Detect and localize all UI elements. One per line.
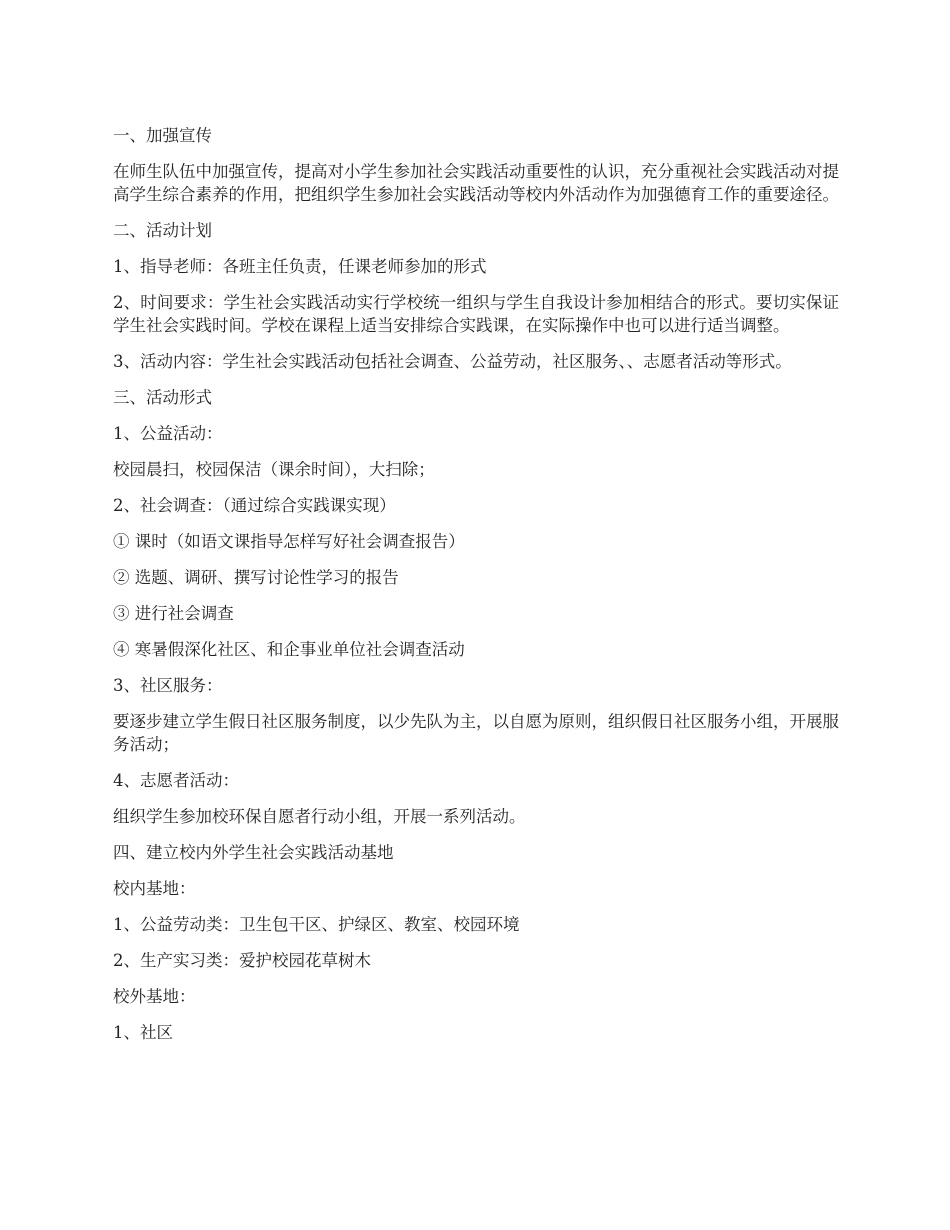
off-campus-item-1: 1、社区	[113, 1023, 173, 1042]
on-campus-item-2: 2、生产实习类：爱护校园花草树木	[113, 951, 371, 970]
paragraph-community-service: 要逐步建立学生假日社区服务制度，以少先队为主，以自愿为原则，组织假日社区服务小组，开展服务活动；	[113, 712, 839, 754]
section-heading-plan: 二、活动计划	[113, 221, 212, 240]
form-item-community-service: 3、社区服务：	[113, 676, 223, 695]
form-item-volunteer: 4、志愿者活动：	[113, 771, 239, 790]
paragraph-public-welfare: 校园晨扫，校园保洁（课余时间），大扫除；	[113, 460, 435, 479]
section-heading-forms: 三、活动形式	[113, 388, 212, 407]
plan-item-content: 3、活动内容：学生社会实践活动包括社会调查、公益劳动，社区服务、、志愿者活动等形式。	[113, 352, 792, 371]
subheading-on-campus: 校内基地：	[113, 879, 196, 898]
document-body	[113, 124, 839, 1057]
section-heading-publicity: 一、加强宣传	[113, 126, 212, 145]
subheading-off-campus: 校外基地：	[113, 987, 196, 1006]
form-item-public-welfare: 1、公益活动：	[113, 424, 223, 443]
section-heading-bases: 四、建立校内外学生社会实践活动基地	[113, 843, 394, 862]
survey-step-3: ③ 进行社会调查	[113, 604, 234, 623]
survey-step-1: ① 课时（如语文课指导怎样写好社会调查报告）	[113, 532, 465, 551]
on-campus-item-1: 1、公益劳动类：卫生包干区、护绿区、教室、校园环境	[113, 915, 520, 934]
paragraph-publicity: 在师生队伍中加强宣传，提高对小学生参加社会实践活动重要性的认识，充分重视社会实践活动对提高学生综合素养的作用，把组织学生参加社会实践活动等校内外活动作为加强德育工作的重要途径。	[113, 162, 839, 204]
plan-item-teacher: 1、指导老师：各班主任负责，任课老师参加的形式	[113, 257, 487, 276]
survey-step-2: ② 选题、调研、撰写讨论性学习的报告	[113, 568, 399, 587]
paragraph-volunteer: 组织学生参加校环保自愿者行动小组，开展一系列活动。	[113, 807, 526, 826]
survey-step-4: ④ 寒暑假深化社区、和企事业单位社会调查活动	[113, 640, 465, 659]
plan-item-time: 2、时间要求：学生社会实践活动实行学校统一组织与学生自我设计参加相结合的形式。要切实保证学生社会实践时间。学校在课程上适当安排综合实践课，在实际操作中也可以进行适当调整。	[113, 293, 839, 335]
form-item-social-survey: 2、社会调查：（通过综合实践课实现）	[113, 496, 396, 515]
